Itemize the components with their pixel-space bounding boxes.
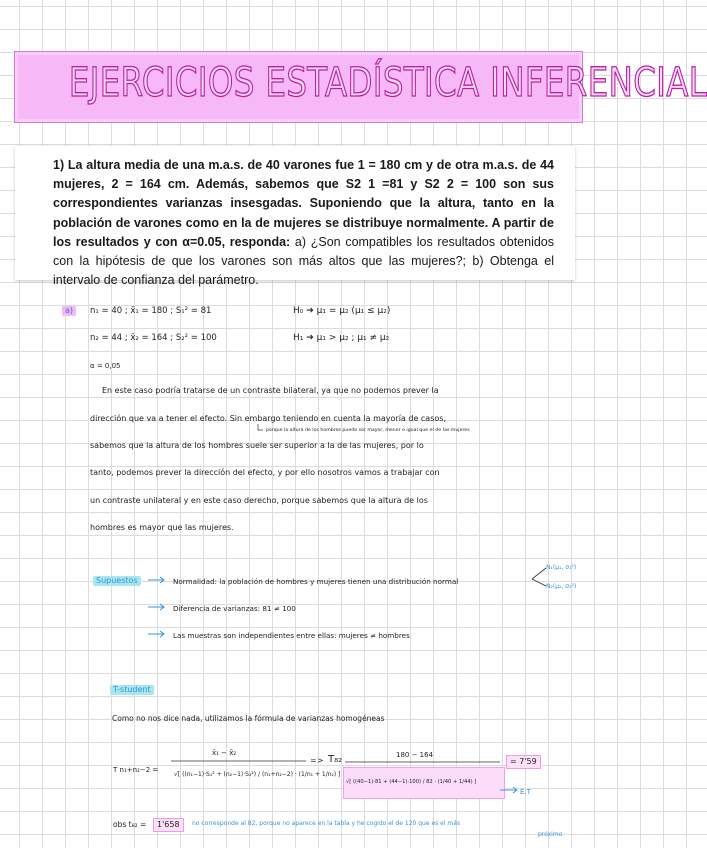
data-line-2: n₂ = 44 ; x̄₂ = 164 ; S₂² = 100 bbox=[90, 333, 217, 343]
side-note-arrow-icon bbox=[258, 424, 263, 430]
para-line-1: En este caso podría tratarse de un contraste bilateral, ya que no podemos prever la bbox=[102, 386, 439, 395]
arrow-right-icon bbox=[148, 604, 164, 610]
assumption-variances: Diferencia de varianzas: 81 ≠ 100 bbox=[173, 604, 296, 613]
obs-value: 1'658 bbox=[153, 818, 184, 832]
tstudent-label: T-student bbox=[110, 685, 154, 695]
data-line-1: n₁ = 40 ; x̄₁ = 180 ; S₁² = 81 bbox=[90, 306, 212, 316]
assumption-normality: Normalidad: la población de hombres y mujeres tienen una distribución normal bbox=[173, 577, 459, 586]
para-side-note: porque la altura de los hombres puede ser mayor, menor o igual que el de las mujeres bbox=[266, 428, 470, 433]
assumption-independence: Las muestras son independientes entre ellas: mujeres ≠ hombres bbox=[173, 631, 410, 640]
problem-bold-text: La altura media de una m.a.s. de 40 varones fue 1 = 180 cm y de otra m.a.s. de 44 mujeres, 2 = 164 cm. Además, sabemos que S2 1 =81 y S2 2 = 100 son sus correspondientes varianzas insesgadas. Suponiendo que la altura, tanto en la población de varones como en la de mujeres se distribuye normalmente. A partir de los resultados y con α=0.05, responda: bbox=[53, 158, 554, 249]
computation-numerator: 180 − 164 bbox=[396, 751, 434, 759]
para-line-5: un contraste unilateral y en este caso derecho, porque sabemos que la altura de los bbox=[90, 496, 428, 505]
para-line-6: hombres es mayor que las mujeres. bbox=[90, 523, 234, 532]
t-result: = 7'59 bbox=[506, 755, 541, 769]
t82-label: T₈₂ bbox=[328, 754, 343, 765]
assumption-dist-1: N₁(μ₁, σ₁²) bbox=[546, 564, 577, 571]
section-label-a: a) bbox=[62, 306, 76, 316]
t-intro: Como no nos dice nada, utilizamos la fórmula de varianzas homogéneas bbox=[112, 714, 385, 723]
para-line-4: tanto, podemos prever la dirección del efecto, y por ello nosotros vamos a trabajar con bbox=[90, 468, 440, 477]
branch-icon bbox=[532, 568, 546, 586]
obs-label: obs t₈₂ = bbox=[113, 820, 147, 829]
assumption-arrows bbox=[148, 577, 164, 637]
para-line-3: sabemos que la altura de los hombres suele ser superior a la de las mujeres, por lo bbox=[90, 441, 424, 450]
obs-note: no corresponde al 82, porque no aparece en la tabla y he cogido el de 120 que es el más bbox=[192, 820, 461, 827]
alt-hypothesis: H₁ ➔ μ₁ > μ₂ ; μ₁ ≠ μ₂ bbox=[293, 333, 390, 343]
implies-arrow: => bbox=[310, 756, 324, 765]
formula-denominator: √[ ((n₁−1)·S₁² + (n₂−1)·S₂²) / (n₁+n₂−2) · (1/n₁ + 1/n₂) ] bbox=[174, 771, 341, 778]
obs-note-2: próximo bbox=[538, 831, 563, 838]
para-line-2: dirección que va a tener el efecto. Sin embargo teniendo en cuenta la mayoría de casos, bbox=[90, 414, 446, 423]
t-formula-lhs: T n₁+n₂−2 = bbox=[113, 766, 159, 774]
page-title: EJERCICIOS ESTADÍSTICA INFERENCIAL bbox=[68, 60, 707, 106]
formula-numerator: x̄₁ − x̄₂ bbox=[212, 749, 237, 757]
arrow-right-icon bbox=[148, 631, 164, 637]
problem-number: 1) bbox=[53, 158, 65, 172]
assumption-dist-2: N₂(μ₂, σ₂²) bbox=[546, 583, 577, 590]
arrow-right-icon bbox=[148, 577, 164, 583]
null-hypothesis: H₀ ➔ μ₁ = μ₂ (μ₁ ≤ μ₂) bbox=[293, 306, 391, 316]
et-arrow-icon bbox=[500, 787, 517, 793]
et-label: E.T bbox=[520, 788, 531, 796]
computation-denominator: √[ ((40−1)·81 + (44−1)·100) / 82 · (1/40 + 1/44) ] bbox=[346, 779, 477, 785]
alpha-value: α = 0,05 bbox=[90, 362, 121, 370]
problem-normal-text: a) ¿Son compatibles los resultados obtenidos con la hipótesis de que los varones son más altos que las mujeres?; b) Obtenga el intervalo de confianza del parámetro. bbox=[53, 234, 554, 288]
supuestos-label: Supuestos bbox=[93, 576, 141, 586]
